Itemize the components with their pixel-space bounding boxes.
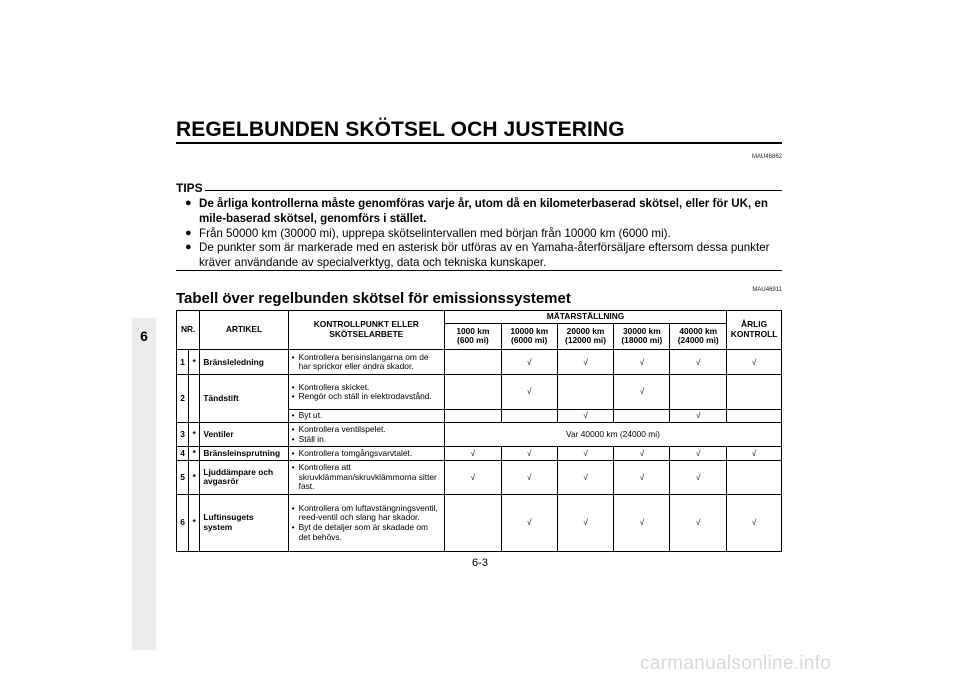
tips-item — [185, 226, 782, 241]
asterisk-mark: * — [189, 423, 200, 447]
tips-rule — [205, 190, 782, 191]
check-points — [288, 409, 444, 422]
check-point: • Kontrollera skicket. — [292, 383, 441, 393]
row-number: 2 — [177, 375, 189, 423]
interval-text: Var 40000 km (24000 mi) — [444, 423, 781, 447]
check-mark — [557, 375, 614, 409]
check-mark — [727, 409, 782, 422]
row-number: 3 — [177, 423, 189, 447]
check-point: • Byt de detaljer som är skadade om det behövs. — [292, 523, 441, 542]
table-row — [177, 495, 782, 552]
check-mark: √ — [501, 447, 557, 460]
check-mark — [444, 409, 501, 422]
header-matarstallning: MÄTARSTÄLLNING — [444, 311, 726, 324]
check-mark: √ — [670, 447, 727, 460]
tips-text: Från 50000 km (30000 mi), upprepa skötselintervallen med början från 10000 km (6000 mi). — [199, 227, 671, 240]
check-mark: √ — [501, 375, 557, 409]
check-point: • Kontrollera tomgångsvarvtalet. — [292, 449, 441, 459]
asterisk-mark — [189, 375, 200, 423]
check-points — [288, 460, 444, 494]
check-mark: √ — [557, 350, 614, 375]
page-number: 6-3 — [472, 557, 488, 569]
check-point: • Byt ut. — [292, 411, 441, 421]
tips-text: De årliga kontrollerna måste genomföras varje år, utom då en kilometerbaserad skötsel, eller för UK, en mile-baserad skötsel, genomförs i stället. — [199, 197, 768, 225]
check-mark — [444, 375, 501, 409]
check-point: • Rengör och ställ in elektrodavstånd. — [292, 392, 441, 402]
check-point: • Ställ in. — [292, 435, 441, 445]
item-name: Ventiler — [200, 423, 288, 447]
header-nr: NR. — [177, 311, 200, 350]
header-odo: 20000 km (12000 mi) — [557, 323, 614, 349]
check-mark: √ — [557, 409, 614, 422]
check-points — [288, 447, 444, 460]
item-name: Bränsleledning — [200, 350, 288, 375]
check-mark: √ — [670, 495, 727, 552]
title-rule — [176, 142, 782, 144]
header-odo: 30000 km (18000 mi) — [614, 323, 670, 349]
maintenance-table — [176, 310, 782, 552]
footer-watermark: carmanualsonline.info — [640, 653, 832, 674]
check-mark — [614, 409, 670, 422]
check-mark — [501, 409, 557, 422]
check-mark: √ — [727, 447, 782, 460]
check-mark: √ — [670, 350, 727, 375]
check-mark — [670, 375, 727, 409]
check-mark: √ — [557, 495, 614, 552]
table-row — [177, 375, 782, 409]
item-name: Luftinsugets system — [200, 495, 288, 552]
tips-label: TIPS — [176, 181, 203, 195]
check-mark: √ — [727, 495, 782, 552]
check-mark: √ — [501, 350, 557, 375]
chapter-tab — [132, 318, 156, 650]
tips-item — [185, 196, 782, 226]
asterisk-mark: * — [189, 495, 200, 552]
tips-item — [185, 240, 782, 270]
row-number: 6 — [177, 495, 189, 552]
check-mark: √ — [614, 447, 670, 460]
table-row — [177, 460, 782, 494]
tips-text: De punkter som är markerade med en asterisk bör utföras av en Yamaha-återförsäljare eftersom dessa punkter kräver användande av specialverktyg, data och tekniska kunskaper. — [199, 241, 770, 269]
check-mark: √ — [444, 447, 501, 460]
header-kontrollpunkt: KONTROLLPUNKT ELLER SKÖTSELARBETE — [288, 311, 444, 350]
header-odo: 10000 km (6000 mi) — [501, 323, 557, 349]
check-point: • Kontrollera om luftavstängningsventil, reed-ventil och slang har skador. — [292, 504, 441, 523]
check-points — [288, 495, 444, 552]
check-mark: √ — [614, 495, 670, 552]
page-title: REGELBUNDEN SKÖTSEL OCH JUSTERING — [176, 118, 625, 141]
check-points — [288, 423, 444, 447]
table-row — [177, 447, 782, 460]
section-title: Tabell över regelbunden skötsel för emissionssystemet — [176, 290, 571, 307]
check-mark — [444, 350, 501, 375]
check-mark: √ — [670, 460, 727, 494]
item-name: Bränsleinsprutning — [200, 447, 288, 460]
check-mark: √ — [501, 460, 557, 494]
check-mark: √ — [727, 350, 782, 375]
check-mark: √ — [614, 350, 670, 375]
bullet-icon: ● — [185, 227, 192, 239]
item-name: Ljuddämpare och avgasrör — [200, 460, 288, 494]
asterisk-mark: * — [189, 460, 200, 494]
check-point: • Kontrollera ventilspelet. — [292, 425, 441, 435]
item-name: Tändstift — [200, 375, 288, 423]
check-point: • Kontrollera bensinslangarna om de har sprickor eller andra skador. — [292, 353, 441, 372]
header-odo: 1000 km (600 mi) — [444, 323, 501, 349]
check-mark: √ — [501, 495, 557, 552]
header-arlig-kontroll: ÅRLIG KONTROLL — [727, 311, 782, 350]
check-mark: √ — [614, 460, 670, 494]
asterisk-mark: * — [189, 350, 200, 375]
check-mark — [444, 495, 501, 552]
table-row — [177, 423, 782, 447]
check-point: • Kontrollera att skruvklämman/skruvklämmorna sitter fast. — [292, 463, 441, 492]
row-number: 1 — [177, 350, 189, 375]
check-mark — [727, 375, 782, 409]
check-mark: √ — [670, 409, 727, 422]
row-number: 4 — [177, 447, 189, 460]
check-mark: √ — [444, 460, 501, 494]
chapter-number: 6 — [140, 328, 148, 344]
bullet-icon: ● — [185, 241, 192, 253]
bullet-icon: ● — [185, 197, 192, 209]
tips-end-rule — [176, 270, 782, 271]
check-mark: √ — [614, 375, 670, 409]
header-odo: 40000 km (24000 mi) — [670, 323, 727, 349]
check-mark: √ — [557, 460, 614, 494]
check-points — [288, 350, 444, 375]
section-reference-code: MAU46911 — [752, 287, 782, 293]
header-artikel: ARTIKEL — [200, 311, 288, 350]
check-mark: √ — [557, 447, 614, 460]
row-number: 5 — [177, 460, 189, 494]
reference-code: MAU46862 — [751, 154, 782, 160]
check-points — [288, 375, 444, 409]
asterisk-mark: * — [189, 447, 200, 460]
check-mark — [727, 460, 782, 494]
table-row — [177, 350, 782, 375]
